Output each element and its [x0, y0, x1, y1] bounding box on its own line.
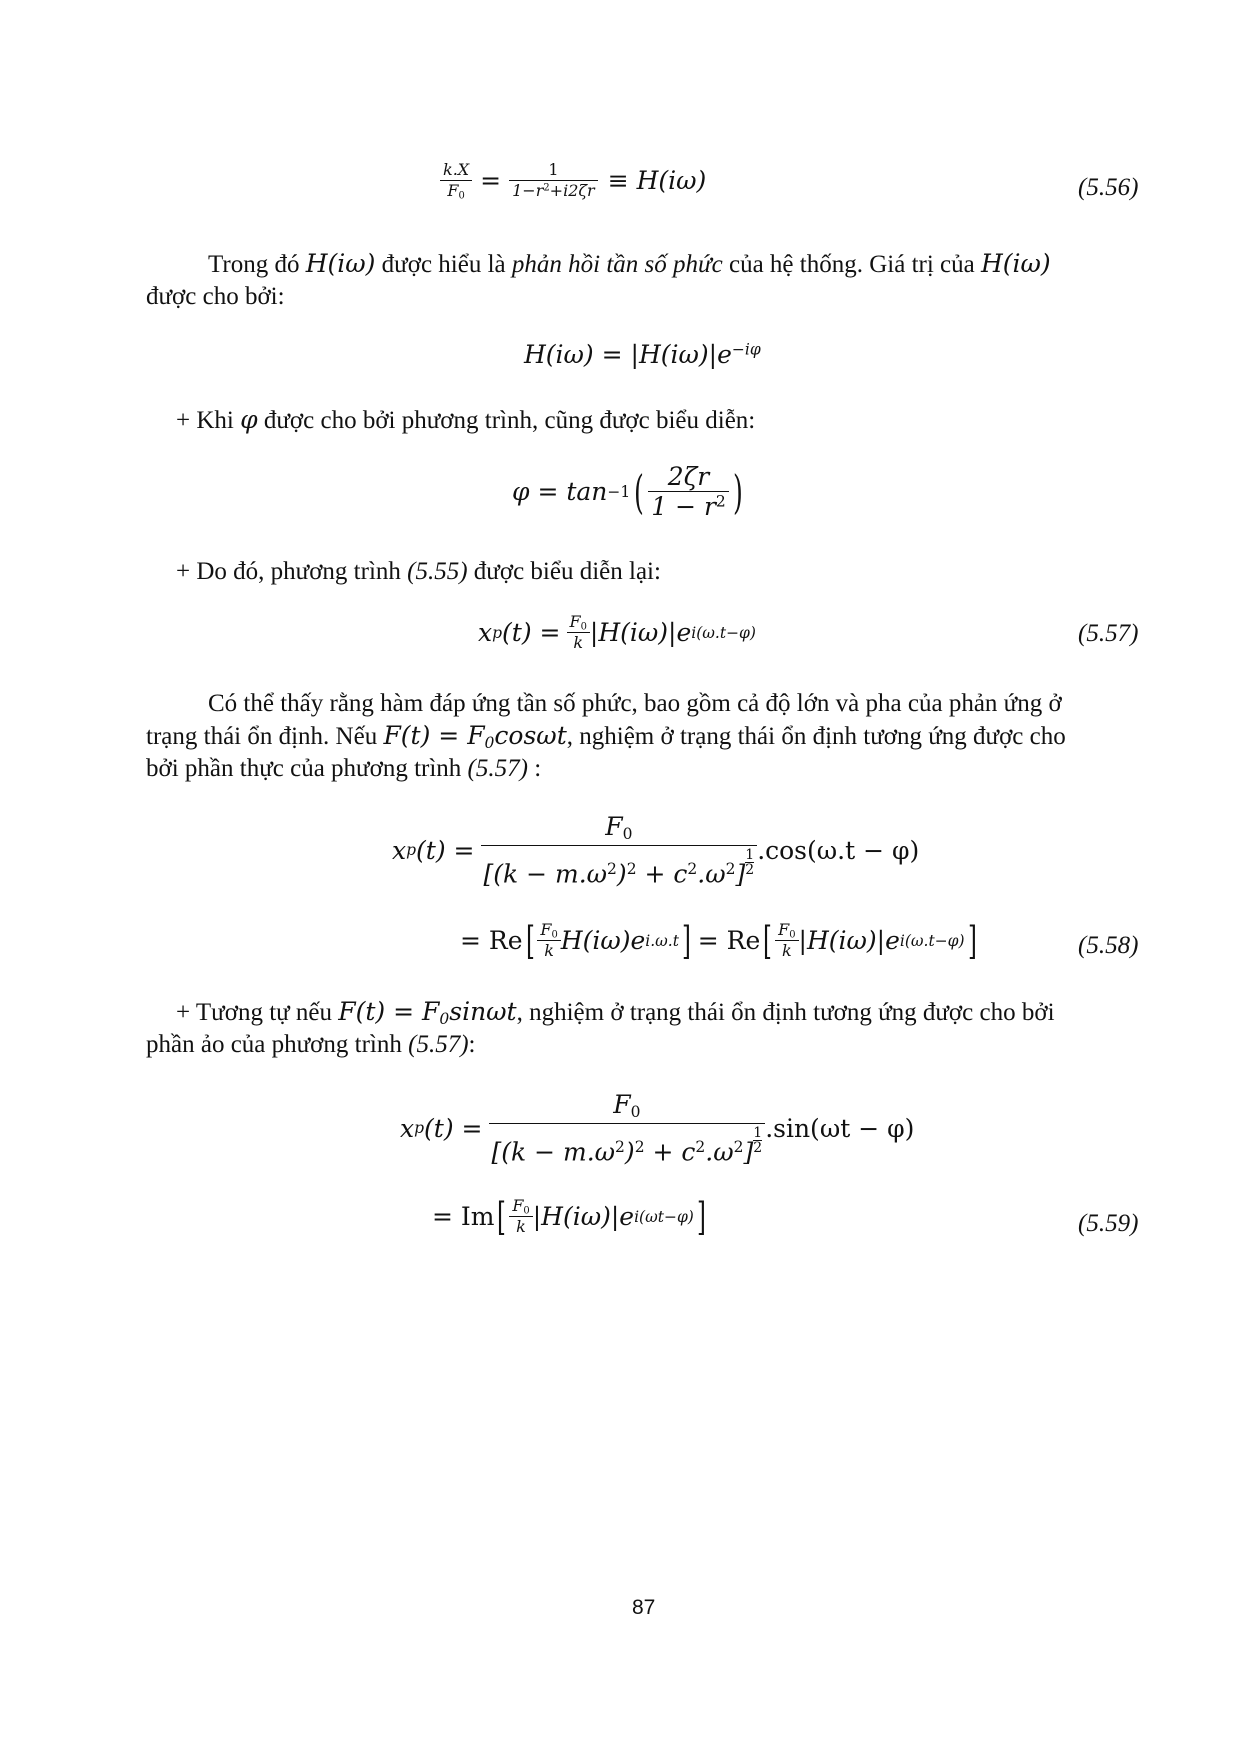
denominator-part: ): [616, 859, 627, 889]
subscript: 0: [580, 621, 587, 633]
equation-cos-response: x p (t) = $F_0$ $[(k - m.\omega^2)^2 + c^2.\omega^2]$ $\frac{1}{2}$ .cos(ω.t − φ): [392, 812, 920, 889]
denominator: k: [544, 941, 554, 960]
text: :: [468, 1031, 476, 1058]
left-bracket: [: [763, 918, 773, 963]
equation-label-5-58: (5.58): [1078, 932, 1139, 959]
subscript: 0: [551, 929, 558, 941]
denominator-part: ]: [743, 1137, 754, 1167]
text: , nghiệm ở trạng thái ổn định tương ứng được cho: [566, 723, 1066, 750]
denominator-part: .ω: [697, 859, 726, 889]
numerator: 1: [509, 160, 598, 181]
left-bracket: [: [525, 918, 535, 963]
real-part-operator: = Re: [697, 926, 761, 955]
expression: .cos(ω.t − φ): [757, 835, 920, 865]
text: + Do đó, phương trình: [176, 558, 408, 585]
equation-label-5-59: (5.59): [1078, 1210, 1139, 1237]
numerator: k.X: [440, 160, 472, 181]
real-part-operator: = Re: [460, 926, 523, 955]
subscript: 0: [458, 190, 465, 202]
paragraph-line: [146, 996, 1126, 1029]
fraction-transfer: [509, 160, 598, 201]
expression: (t) =: [502, 618, 561, 647]
expression: φ = tan: [512, 477, 608, 506]
text: bởi phần thực của phương trình: [146, 755, 468, 782]
superscript: 2: [715, 492, 726, 511]
fraction-amplitude: [489, 1090, 766, 1166]
equation-H-polar: [524, 340, 761, 369]
equation-reference: (5.57): [467, 755, 528, 782]
expression: H(iω)e: [560, 926, 646, 955]
exponent-one-half: [753, 1126, 762, 1155]
equation-5-57: x p (t) = $\frac{F_0}{k}$ |H(iω)|e i(ω.t−φ): [478, 612, 756, 652]
superscript: 2: [695, 1137, 706, 1156]
denominator-part: ]: [735, 859, 746, 889]
fraction-F0-over-k: [509, 1196, 532, 1237]
paragraph-line: được cho bởi:: [146, 283, 285, 310]
superscript: 2: [626, 859, 637, 878]
right-bracket: ]: [681, 918, 691, 963]
equation-sin-response: x p (t) = $F_0$ $[(k - m.\omega^2)^2 + c^2.\omega^2]$ $\frac{1}{2}$ .sin(ωt − φ): [400, 1090, 915, 1167]
emphasis-term: phản hồi tần số phức: [511, 251, 723, 278]
numerator: F: [540, 920, 552, 939]
fraction-F0-over-k: [537, 920, 560, 961]
right-bracket: ]: [967, 918, 977, 963]
math-H: H(iω): [980, 249, 1051, 278]
numerator: F: [512, 1196, 524, 1215]
text: + Khi: [176, 407, 241, 434]
superscript: 2: [725, 859, 736, 878]
paragraph-line: [146, 720, 1126, 753]
math-cos: cosωt: [494, 721, 567, 750]
numerator: 1: [753, 1125, 763, 1141]
equation-5-58: = Re [ $\frac{F_0}{k}$ H(iω)e i.ω.t ] = Re [ $\frac{F_0}{k}$ |H(iω)|e i(ω.t−φ) ]: [460, 918, 977, 963]
text: được hiểu là: [375, 251, 512, 278]
math-H: H(iω): [305, 249, 376, 278]
numerator: F: [605, 812, 623, 841]
superscript: 2: [607, 859, 617, 878]
equation-reference: (5.57): [408, 1031, 469, 1058]
subscript: 0: [439, 1009, 450, 1028]
denominator-part: ): [624, 1137, 635, 1167]
equiv-H: ≡ H(iω): [607, 166, 707, 195]
expression: |H(iω)|e: [532, 1202, 635, 1231]
paragraph-imaginary: [146, 996, 1126, 1061]
math-phi: φ: [240, 405, 258, 434]
paragraph-line: [146, 1029, 1126, 1061]
text: của hệ thống. Giá trị của: [722, 251, 981, 278]
fraction-kx-over-f0: [440, 160, 472, 201]
superscript: 2: [615, 1137, 625, 1156]
superscript: 2: [733, 1137, 744, 1156]
subscript: 0: [523, 1205, 530, 1217]
equation-5-56: [440, 160, 706, 201]
text: trạng thái ổn định. Nếu: [146, 723, 384, 750]
denominator-part: [(k − m.ω: [491, 1137, 616, 1167]
fraction-F0-over-k: [775, 920, 798, 961]
superscript: 2: [634, 1137, 645, 1156]
left-bracket: [: [497, 1194, 507, 1239]
right-bracket: ]: [696, 1194, 706, 1239]
text: :: [527, 755, 542, 782]
numerator: F: [613, 1090, 631, 1119]
denominator: F: [447, 181, 459, 200]
math-F: F(t) = F: [383, 721, 485, 750]
text: được cho bởi phương trình, cũng được biểu diễn:: [257, 407, 756, 434]
denominator: 2: [753, 1140, 763, 1156]
text: + Tương tự nếu: [176, 999, 339, 1026]
fraction-amplitude: [481, 812, 758, 888]
numerator: 1: [745, 847, 755, 863]
paragraph-phi: [176, 404, 755, 437]
denominator-part: + c: [636, 859, 688, 889]
math-sin: sinωt: [449, 997, 517, 1026]
left-paren: (: [634, 464, 645, 519]
text: được biểu diễn lại:: [467, 558, 661, 585]
expression: (t) =: [424, 1113, 483, 1143]
subscript: 0: [789, 929, 796, 941]
denominator-part: .ω: [705, 1137, 734, 1167]
expression: |H(iω)|e: [798, 926, 900, 955]
expression: (t) =: [416, 835, 475, 865]
fraction-phi: [648, 462, 729, 521]
fraction-F0-over-k: [567, 612, 590, 653]
paragraph-steady-state: [146, 688, 1126, 785]
denominator: k: [573, 633, 584, 652]
superscript: 2: [543, 182, 550, 194]
paragraph-rewrite: [176, 556, 661, 588]
superscript: −iφ: [731, 340, 761, 359]
text: phần ảo của phương trình: [146, 1031, 409, 1058]
subscript: 0: [484, 733, 495, 752]
subscript: 0: [622, 824, 633, 843]
denominator-part: +i2ζr: [549, 181, 595, 200]
page-number: 87: [632, 1596, 656, 1619]
expression: x: [392, 835, 407, 865]
math-F: F(t) = F: [338, 997, 440, 1026]
equation-label-5-57: (5.57): [1078, 620, 1139, 647]
equation-reference: (5.55): [407, 558, 468, 585]
denominator: k: [516, 1217, 526, 1236]
paragraph-line: [146, 248, 1106, 281]
denominator-part: 1−r: [512, 181, 544, 200]
denominator-part: [(k − m.ω: [483, 859, 608, 889]
denominator: 2: [745, 862, 755, 878]
exponent-one-half: [745, 848, 754, 877]
paragraph-line: [146, 753, 1126, 785]
text: , nghiệm ở trạng thái ổn định tương ứng được cho bởi: [516, 999, 1055, 1026]
equation-5-59: = Im [ $\frac{F_0}{k}$ |H(iω)|e i(ωt−φ) ]: [432, 1194, 706, 1239]
numerator: F: [569, 612, 581, 631]
equation-label-5-56: (5.56): [1078, 174, 1139, 201]
superscript: 2: [687, 859, 698, 878]
right-paren: ): [732, 464, 743, 519]
expression: x: [478, 618, 493, 647]
paragraph-line: Có thể thấy rằng hàm đáp ứng tần số phức, bao gồm cả độ lớn và pha của phản ứng ở: [208, 690, 1062, 717]
numerator: F: [778, 920, 790, 939]
imaginary-part-operator: = Im: [432, 1202, 495, 1231]
subscript: 0: [630, 1102, 641, 1121]
denominator: k: [781, 941, 792, 960]
paragraph-frequency-response: [146, 248, 1106, 313]
text: Trong đó: [208, 251, 306, 278]
equation-phi: φ = tan −1 ( $\frac{2\zeta r}{1 - r^2}$ ): [512, 462, 743, 521]
expression: .sin(ωt − φ): [765, 1113, 915, 1143]
equals-sign: =: [480, 166, 502, 195]
denominator-part: + c: [644, 1137, 696, 1167]
expression: H(iω) = |H(iω)|e: [524, 340, 732, 369]
expression: |H(iω)|e: [589, 618, 692, 647]
expression: x: [400, 1113, 415, 1143]
numerator: 2ζr: [648, 462, 729, 492]
denominator: 1 − r: [651, 492, 716, 521]
